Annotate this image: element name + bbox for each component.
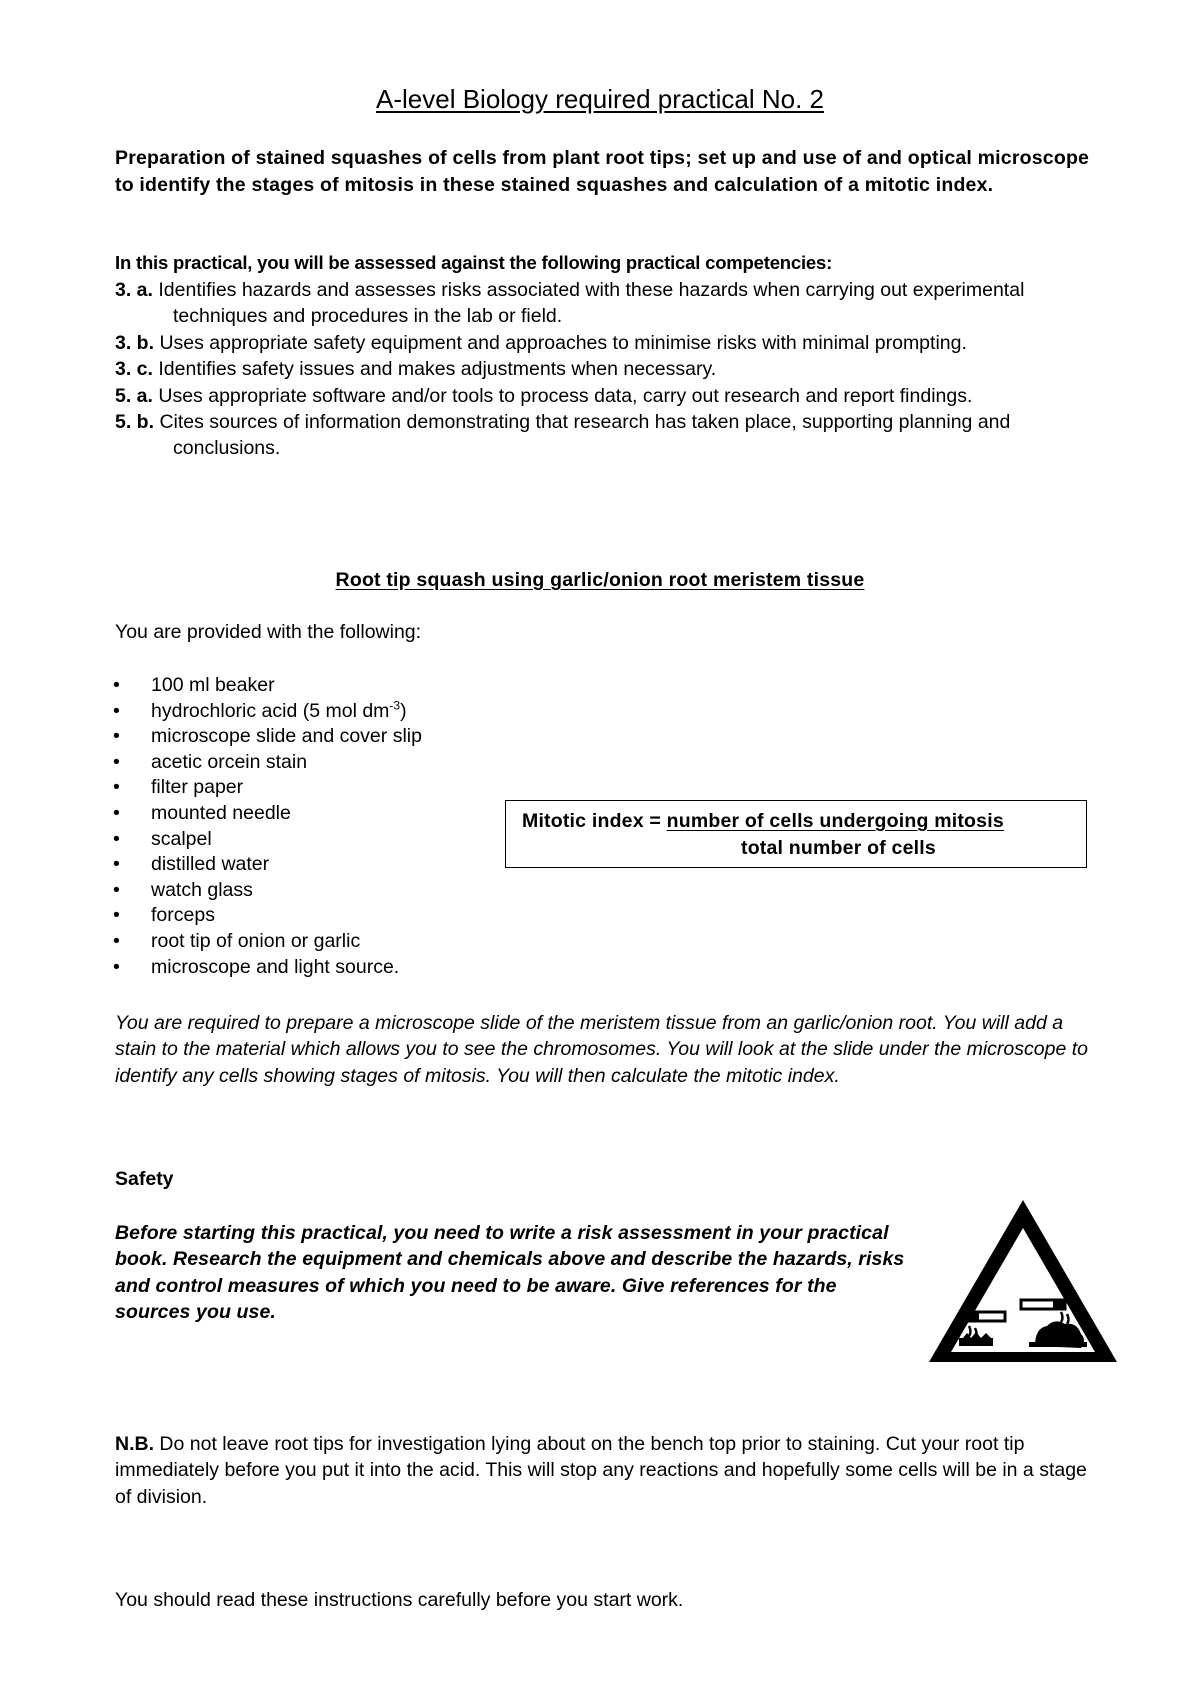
equipment-list xyxy=(113,673,422,980)
competency-code: 5. a. xyxy=(115,384,153,407)
list-item xyxy=(113,750,422,776)
competency-item xyxy=(115,330,1115,356)
bullet: • xyxy=(113,750,120,773)
list-item xyxy=(113,929,422,955)
bullet: • xyxy=(113,725,120,748)
bullet: • xyxy=(113,801,120,824)
nb-paragraph xyxy=(115,1431,1105,1510)
bullet: • xyxy=(113,776,120,799)
competency-code: 3. c. xyxy=(115,358,153,381)
item-text: acetic orcein stain xyxy=(151,750,308,773)
intro-paragraph: Preparation of stained squashes of cells from plant root tips; set up and use of and optical microscope to identify the stages of mitosis in these stained squashes and calculation of a mitotic index. xyxy=(115,147,1090,196)
item-text: microscope and light source. xyxy=(151,955,400,978)
competency-code: 3. a. xyxy=(115,279,153,301)
list-item xyxy=(113,903,422,929)
formula-label: Mitotic index = xyxy=(522,810,667,832)
competency-code: 3. b. xyxy=(115,331,155,354)
competency-text: Cites sources of information demonstrating that research has taken place, supporting planning and conclusions. xyxy=(159,411,1011,460)
competency-item xyxy=(115,277,1115,330)
item-text: microscope slide and cover slip xyxy=(151,725,422,748)
nb-label: N.B. xyxy=(115,1433,154,1455)
competency-text: Uses appropriate safety equipment and approaches to minimise risks with minimal prompting. xyxy=(159,331,967,354)
superscript: -3 xyxy=(389,698,401,713)
item-text: root tip of onion or garlic xyxy=(151,929,361,952)
item-text: watch glass xyxy=(151,878,253,901)
safety-instructions: Before starting this practical, you need to write a risk assessment in your practical book. Research the equipment and chemicals above and describe the hazards, risks and control measures of which you need to be aware. Give references for the sources you use. xyxy=(115,1222,905,1324)
section-title: Root tip squash using garlic/onion root meristem tissue xyxy=(335,569,865,591)
bullet: • xyxy=(113,955,120,978)
formula-denominator: total number of cells xyxy=(741,837,936,859)
competency-item xyxy=(115,409,1115,462)
competency-code: 5. b. xyxy=(115,411,155,434)
item-text-close: ) xyxy=(400,699,407,722)
safety-heading: Safety xyxy=(115,1168,174,1190)
bullet: • xyxy=(113,878,120,901)
list-item xyxy=(113,673,422,699)
item-text: scalpel xyxy=(151,827,212,850)
item-text: hydrochloric acid (5 mol dm xyxy=(151,699,390,722)
item-text: distilled water xyxy=(151,853,270,876)
list-item xyxy=(113,801,422,827)
item-text: filter paper xyxy=(151,776,244,799)
item-text: 100 ml beaker xyxy=(151,674,275,696)
competency-item xyxy=(115,356,1115,382)
bullet: • xyxy=(113,674,120,696)
list-item xyxy=(113,852,422,878)
bullet: • xyxy=(113,929,120,952)
bullet: • xyxy=(113,827,120,850)
competency-item xyxy=(115,383,1115,409)
competency-text: Identifies hazards and assesses risks associated with these hazards when carrying out experimental techniques and procedures in the lab or field. xyxy=(158,279,1025,328)
bullet: • xyxy=(113,853,120,876)
competencies-list xyxy=(115,277,1115,462)
item-text: forceps xyxy=(151,904,215,927)
competency-text: Uses appropriate software and/or tools to process data, carry out research and report findings. xyxy=(158,384,973,407)
provided-intro: You are provided with the following: xyxy=(115,621,422,643)
page-title: A-level Biology required practical No. 2 xyxy=(376,84,824,114)
list-item xyxy=(113,827,422,853)
final-note: You should read these instructions carefully before you start work. xyxy=(115,1589,684,1611)
list-item xyxy=(113,724,422,750)
nb-text: Do not leave root tips for investigation lying about on the bench top prior to staining. Cut your root tip immediately before you put it into the acid. This will stop any reactions and hopefully some cells will be in a stage of division. xyxy=(115,1433,1087,1508)
task-paragraph: You are required to prepare a microscope slide of the meristem tissue from an garlic/onion root. You will add a stain to the material which allows you to see the chromosomes. You will look at the slide under the microscope to identify any cells showing stages of mitosis. You will then calculate the mitotic index. xyxy=(115,1012,1088,1087)
list-item xyxy=(113,878,422,904)
competencies-heading: In this practical, you will be assessed against the following practical competencies: xyxy=(115,252,833,273)
formula-numerator: number of cells undergoing mitosis xyxy=(666,810,1004,832)
list-item xyxy=(113,699,422,725)
formula-line xyxy=(522,810,1004,833)
item-text: mounted needle xyxy=(151,801,291,824)
corrosive-hazard-icon xyxy=(925,1196,1121,1366)
bullet: • xyxy=(113,699,120,722)
list-item xyxy=(113,955,422,981)
mitotic-index-formula-box xyxy=(505,800,1087,868)
bullet: • xyxy=(113,904,120,927)
list-item xyxy=(113,775,422,801)
competency-text: Identifies safety issues and makes adjustments when necessary. xyxy=(158,358,717,381)
